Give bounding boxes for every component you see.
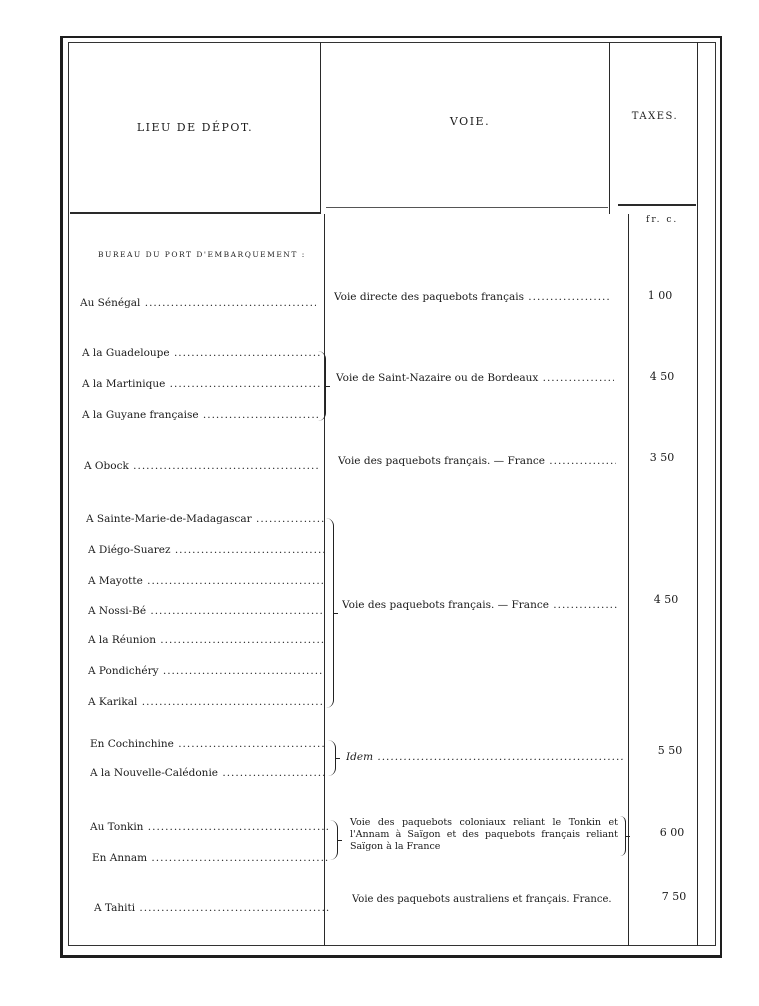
tax-senegal: 1 00 (647, 289, 673, 302)
route-antilles: Voie de Saint-Nazaire ou de Bordeaux ..... (336, 372, 614, 384)
tax-antilles: 4 50 (649, 370, 675, 383)
header-route: VOIE. (449, 115, 491, 128)
route-senegal: Voie directe des paquebots français ..... (334, 291, 610, 303)
route-obock: Voie des paquebots français. — France ..... (338, 455, 616, 467)
place-mayotte: A Mayotte ..... (88, 575, 324, 587)
place-tonkin: Au Tonkin ..... (90, 821, 328, 833)
brace-antilles (316, 351, 326, 421)
brace-tonkin-annam (328, 820, 338, 860)
header-rule-middle (326, 207, 608, 208)
header-units: fr. c. (646, 215, 679, 225)
tax-tahiti: 7 50 (661, 890, 687, 903)
place-nouvelle-caledonie: A la Nouvelle-Calédonie ..... (90, 767, 326, 779)
place-annam: En Annam ..... (92, 852, 328, 864)
place-martinique: A la Martinique ..... (82, 378, 320, 390)
section-label: BUREAU DU PORT D'EMBARQUEMENT : (98, 250, 306, 259)
table-inner-border (68, 42, 716, 946)
brace-ocean-indien (324, 518, 334, 708)
header-place: LIEU DE DÉPOT. (136, 121, 254, 134)
place-cochinchine: En Cochinchine ..... (90, 738, 326, 750)
place-nossi-be: A Nossi-Bé ..... (88, 605, 324, 617)
place-diego-suarez: A Diégo-Suarez ..... (88, 544, 324, 556)
header-rule-right (618, 204, 696, 206)
place-senegal: Au Sénégal ..... (80, 297, 316, 309)
place-guadeloupe: A la Guadeloupe ..... (82, 347, 320, 359)
tax-tonkin-annam: 6 00 (659, 826, 685, 839)
brace-pacifique (326, 740, 336, 776)
place-reunion: A la Réunion ..... (88, 634, 324, 646)
header-taxes: TAXES. (631, 111, 679, 122)
column-rule-1 (320, 42, 321, 214)
route-tahiti: Voie des paquebots australiens et français. France. (352, 894, 612, 905)
tax-pacifique: 5 50 (657, 744, 683, 757)
place-pondichery: A Pondichéry ..... (88, 665, 324, 677)
route-tonkin-annam: Voie des paquebots coloniaux reliant le Tonkin et l'Annam à Saïgon et des paquebots français reliant Saïgon à la France (350, 817, 618, 852)
place-sainte-marie: A Sainte-Marie-de-Madagascar ..... (86, 513, 324, 525)
column-rule-2 (609, 42, 610, 214)
right-edge-rule (697, 42, 698, 946)
place-obock: A Obock ..... (84, 460, 320, 472)
route-ocean-indien: Voie des paquebots français. — France ..... (342, 599, 618, 611)
header-rule-left (70, 212, 320, 214)
tax-obock: 3 50 (649, 451, 675, 464)
place-guyane: A la Guyane française ..... (82, 409, 320, 421)
brace-route-tonkin (620, 816, 626, 856)
place-karikal: A Karikal ..... (88, 696, 324, 708)
place-tahiti: A Tahiti ..... (94, 902, 330, 914)
route-idem: Idem ..... (346, 751, 624, 763)
tax-ocean-indien: 4 50 (653, 593, 679, 606)
